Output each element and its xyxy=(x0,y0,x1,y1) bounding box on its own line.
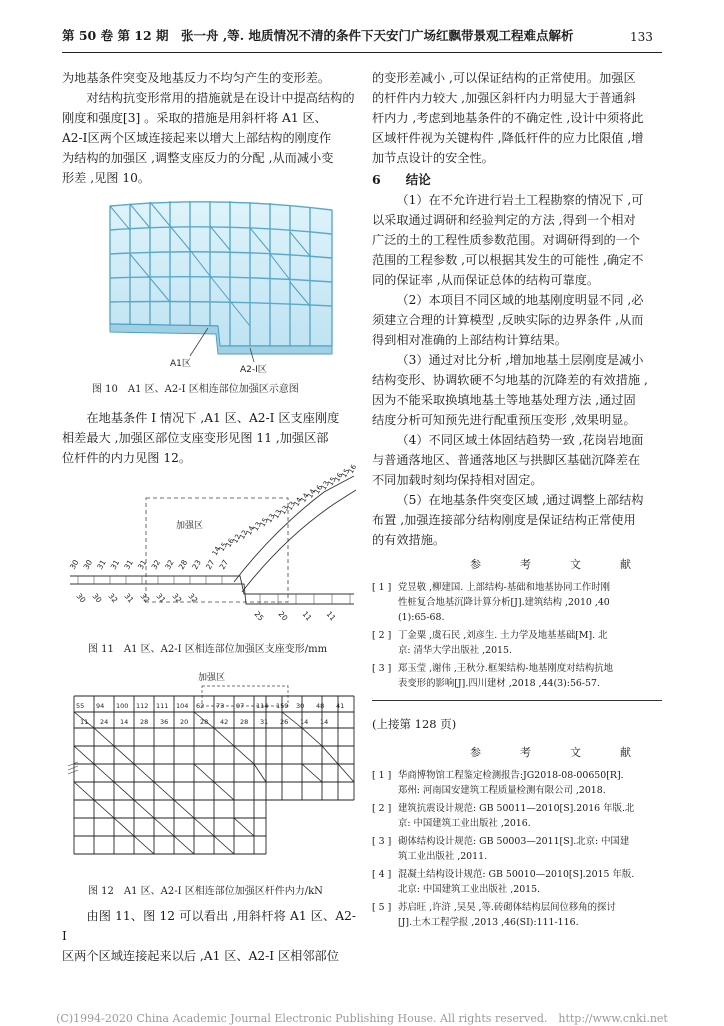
value-label: 30 xyxy=(296,702,305,710)
ref-line: 郑州: 河南国安建筑工程质量检测有限公司 ,2018. xyxy=(398,785,606,796)
ref-line: 丁金粟 ,虞石民 ,刘彦生. 土力学及地基基础[M]. 北 xyxy=(398,630,608,641)
text-line: 布置 ,加强连接部分结构刚度是保证结构正常使用 xyxy=(372,513,636,527)
reference-item xyxy=(372,661,662,691)
text-line: 为结构的加强区 ,调整支座反力的分配 ,从而减小变 xyxy=(62,151,334,165)
text-line: 与普通落地区、普通落地区与拱脚区基础沉降差在 xyxy=(372,453,641,467)
section-heading-conclusion: 6 结论 xyxy=(372,172,431,187)
fig10-label-a2: A2-I区 xyxy=(240,365,267,375)
fig10-label-a1: A1区 xyxy=(170,359,191,369)
value-label: 14 xyxy=(120,718,129,726)
text-line: 形差 ,见图 10。 xyxy=(62,171,151,185)
value-label: 31 xyxy=(122,591,136,605)
reference-item xyxy=(372,628,662,658)
figure-12-caption: 图 12 A1 区、A2-I 区相连部位加强区杆件内力/kN xyxy=(88,886,323,897)
value-label: 14 xyxy=(210,545,223,557)
value-label: 73 xyxy=(216,702,225,710)
value-label: 32 xyxy=(106,591,120,605)
value-label: 100 xyxy=(116,702,129,710)
value-label: 13 xyxy=(285,500,297,512)
value-label: 14 xyxy=(292,496,304,508)
value-label: 26 xyxy=(280,718,289,726)
text-line: 相差最大 ,加强区部位支座变形见图 11 ,加强区部 xyxy=(62,431,329,445)
value-label: 20 xyxy=(180,718,189,726)
text-line: 杆内力 ,考虑到地基条件的不确定性 ,设计中须将此 xyxy=(372,111,644,125)
ref-line: 性桩复合地基沉降计算分析[J].建筑结构 ,2010 ,40 xyxy=(398,597,610,608)
value-label: 13 xyxy=(319,479,331,492)
text-line: 区域杆件视为关键构件 ,降低杆件的应力比限值 ,增 xyxy=(372,131,644,145)
value-label: 15 xyxy=(258,516,270,529)
ref-line: 党昱敬 ,柳建国. 上部结构-基础和地基协同工作时刚 xyxy=(398,582,610,593)
figure-10-caption: 图 10 A1 区、A2-I 区相连部位加强区示意图 xyxy=(92,384,299,395)
value-label: 30 xyxy=(67,558,81,571)
value-label: 31 xyxy=(154,591,168,605)
value-label: 14 xyxy=(320,718,329,726)
value-label: 28 xyxy=(200,718,209,726)
ref-number: [ 4 ] xyxy=(372,869,392,880)
ref-line: 苏启旺 ,许浒 ,吴昊 ,等.砖砌体结构层间位移角的探讨 xyxy=(398,902,616,913)
value-label: 13 xyxy=(272,508,284,521)
conclusions xyxy=(372,190,662,550)
value-label: 30 xyxy=(90,591,104,605)
text-line: 对结构抗变形常用的措施就是在设计中提高结构的 xyxy=(86,91,355,105)
value-label: 42 xyxy=(220,718,229,726)
ref-number: [ 1 ] xyxy=(372,582,392,593)
text-line: （2）本项目不同区域的地基刚度明显不同 ,必 xyxy=(396,293,644,307)
ref-line: 混凝土结构设计规范: GB 50010—2010[S].2015 年版. xyxy=(398,869,635,880)
value-label: 31 xyxy=(122,558,135,571)
reference-item xyxy=(372,768,662,798)
reference-item xyxy=(372,580,662,625)
fig11-zone-label: 加强区 xyxy=(176,521,204,531)
text-line: 同的保证率 ,从而保证总体的结构可靠度。 xyxy=(372,273,600,287)
value-label: 27 xyxy=(217,558,231,571)
value-label: 12 xyxy=(238,528,250,541)
text-line: 的有效措施。 xyxy=(372,533,446,547)
value-label: 32 xyxy=(149,558,163,571)
right-para-1 xyxy=(372,68,662,168)
ref-line: (1):65-68. xyxy=(398,612,445,623)
separator-rule xyxy=(372,700,662,701)
value-label: 31 xyxy=(135,558,149,571)
value-label: 13 xyxy=(265,512,277,525)
value-label: 32 xyxy=(170,591,184,605)
text-line: 位杆件的内力见图 12。 xyxy=(62,451,192,465)
value-label: 36 xyxy=(160,718,169,726)
header-rule xyxy=(62,52,662,53)
text-line: 的变形差减小 ,可以保证结构的正常使用。加强区 xyxy=(372,71,636,85)
continued-note: (上接第 128 页) xyxy=(372,717,457,731)
ref-line: 筑工业出版社 ,2011. xyxy=(398,851,488,862)
value-label: 23 xyxy=(190,558,203,571)
value-label: 27 xyxy=(203,558,217,571)
ref-line: 郑玉莹 ,谢伟 ,王秋分.框架结构-地基刚度对结构抗地 xyxy=(398,663,613,674)
value-label: 62 xyxy=(196,702,205,710)
text-line: 因为不能采取换填地基土等地基处理方法 ,通过固 xyxy=(372,393,636,407)
value-label: 159 xyxy=(276,702,289,710)
value-label: 112 xyxy=(136,702,149,710)
ref-line: 华商博物馆工程鉴定检测报告:JG2018-08-00650[R]. xyxy=(398,770,624,781)
value-label: 31 xyxy=(108,558,122,571)
value-label: 15 xyxy=(340,467,352,480)
value-label: 11 xyxy=(300,609,314,623)
value-label: 41 xyxy=(336,702,345,710)
text-line: 范围的工程参数 ,可以根据其发生的可能性 ,确定不 xyxy=(372,253,644,267)
ref-number: [ 5 ] xyxy=(372,902,392,913)
text-line: 的杆件内力较大 ,加强区斜杆内力明显大于普通斜 xyxy=(372,91,636,105)
ref-line: 建筑抗震设计规范: GB 50011—2010[S].2016 年版.北 xyxy=(398,803,635,814)
value-label: 24 xyxy=(100,718,109,726)
value-label: 14 xyxy=(299,491,311,504)
value-label: 12 xyxy=(231,532,243,545)
text-line: （5）在地基条件突变区域 ,通过调整上部结构 xyxy=(396,493,644,507)
value-label: 14 xyxy=(244,524,257,537)
reference-item xyxy=(372,834,662,864)
value-label: 28 xyxy=(176,558,190,571)
value-label: 28 xyxy=(240,718,249,726)
left-para-2 xyxy=(62,408,356,468)
value-label: 16 xyxy=(224,537,236,549)
references-title-2: 参 考 文 献 xyxy=(470,746,645,759)
page-number: 133 xyxy=(630,30,653,44)
value-label: 48 xyxy=(316,702,325,710)
left-para-1 xyxy=(62,68,356,188)
text-line: A2-I区两个区域连接起来以增大上部结构的刚度作 xyxy=(62,131,332,145)
text-line: 以采取通过调研和经验判定的方法 ,得到一个相对 xyxy=(372,213,636,227)
value-label: 11 xyxy=(80,718,89,726)
reference-item xyxy=(372,900,662,930)
value-label: 94 xyxy=(96,702,105,710)
text-line: 须建立合理的计算模型 ,反映实际的边界条件 ,从而 xyxy=(372,313,644,327)
text-line: 结度分析可知预先进行配重预压变形 ,效果明显。 xyxy=(372,413,636,427)
text-line: 加节点设计的安全性。 xyxy=(372,151,494,165)
figure-12-member-force-grid xyxy=(66,670,358,876)
value-label: 104 xyxy=(176,702,189,710)
ref-line: [J].土木工程学报 ,2013 ,46(SI):111-116. xyxy=(398,917,579,928)
value-label: 31 xyxy=(95,558,108,571)
value-label: 16 xyxy=(333,471,345,484)
value-label: 20 xyxy=(276,609,290,623)
left-para-3 xyxy=(62,906,356,966)
text-line: 不同加载时刻均保持相对固定。 xyxy=(372,473,543,487)
value-label: 13 xyxy=(251,520,263,533)
references-title: 参 考 文 献 xyxy=(470,558,645,571)
figure-11-deformation-plot xyxy=(64,463,360,630)
value-label: 13 xyxy=(278,504,291,516)
text-line: 刚度和强度[3] 。采取的措施是用斜杆将 A1 区、 xyxy=(62,111,327,125)
value-label: 32 xyxy=(186,591,200,605)
value-label: 14 xyxy=(300,718,309,726)
copyright-footer: (C)1994-2020 China Academic Journal Electronic Publishing House. All rights reserved. http://www.cnki.net xyxy=(56,1012,668,1025)
text-line: （4）不同区域土体固结趋势一致 ,花岗岩地面 xyxy=(396,433,644,447)
value-label: 15 xyxy=(217,541,229,553)
value-label: 30 xyxy=(74,591,88,605)
ref-line: 砌体结构设计规范: GB 50003—2011[S].北京: 中国建 xyxy=(398,836,630,847)
value-label: 28 xyxy=(140,718,149,726)
text-line: 为地基条件突变及地基反力不均匀产生的变形差。 xyxy=(62,71,331,85)
ref-line: 表变形的影响[J].四川建材 ,2018 ,44(3):56-57. xyxy=(398,678,600,689)
value-label: 16 xyxy=(312,483,325,496)
value-label: 114 xyxy=(256,702,269,710)
value-label: 30 xyxy=(81,558,95,571)
text-line: 得到相对准确的上部结构计算结果。 xyxy=(372,333,567,347)
ref-line: 京: 清华大学出版社 ,2015. xyxy=(398,645,512,656)
text-line: （1）在不允许进行岩土工程勘察的情况下 ,可 xyxy=(396,193,644,207)
value-label: 25 xyxy=(252,609,266,623)
ref-number: [ 3 ] xyxy=(372,836,392,847)
text-line: 广泛的土的工程性质参数范围。对调研得到的一个 xyxy=(372,233,641,247)
references-list xyxy=(372,580,662,691)
fig12-zone-label: 加强区 xyxy=(198,673,226,683)
value-label: 31 xyxy=(260,718,269,726)
references-list-2 xyxy=(372,768,662,930)
ref-line: 北京: 中国建筑工业出版社 ,2015. xyxy=(398,884,541,895)
value-label: 15 xyxy=(326,475,338,488)
value-label: 55 xyxy=(76,702,85,710)
figure-10-truss-render xyxy=(100,196,338,374)
value-label: 14 xyxy=(306,487,318,500)
value-label: 32 xyxy=(138,591,152,605)
value-label: 16 xyxy=(346,463,359,475)
ref-line: 京: 中国建筑工业出版社 ,2016. xyxy=(398,818,531,829)
reference-item xyxy=(372,801,662,831)
figure-11-caption: 图 11 A1 区、A2-I 区相连部位加强区支座变形/mm xyxy=(88,644,328,655)
text-line: 结构变形、协调软硬不匀地基的沉降差的有效措施 , xyxy=(372,373,648,387)
value-label: 97 xyxy=(236,702,245,710)
text-line: 区两个区域连接起来以后 ,A1 区、A2-I 区相邻部位 xyxy=(62,949,339,963)
ref-number: [ 3 ] xyxy=(372,663,392,674)
value-label: 111 xyxy=(156,702,169,710)
value-label: 11 xyxy=(324,609,338,623)
running-header: 第 50 卷 第 12 期 张一舟 ,等. 地质情况不清的条件下天安门广场红飘带景观工程难点解析 xyxy=(62,28,574,43)
text-line: （3）通过对比分析 ,增加地基土层刚度是减小 xyxy=(396,353,644,367)
text-line: 由图 11、图 12 可以看出 ,用斜杆将 A1 区、A2-I xyxy=(62,909,356,943)
reference-item xyxy=(372,867,662,897)
ref-number: [ 1 ] xyxy=(372,770,392,781)
ref-number: [ 2 ] xyxy=(372,803,392,814)
text-line: 在地基条件 I 情况下 ,A1 区、A2-I 区支座刚度 xyxy=(86,411,340,425)
value-label: 32 xyxy=(163,558,176,571)
ref-number: [ 2 ] xyxy=(372,630,392,641)
